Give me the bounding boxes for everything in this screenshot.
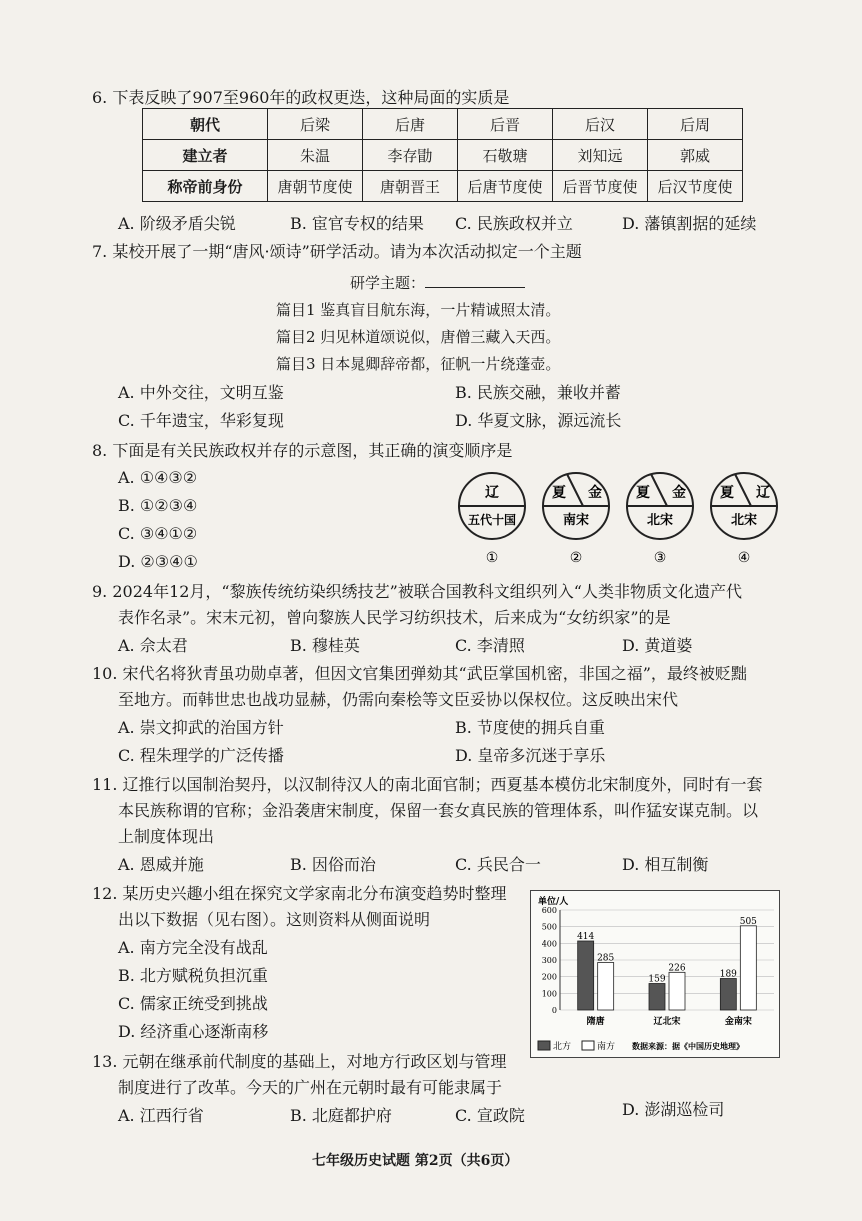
q7-stem: 7. 某校开展了一期“唐风·颂诗”研学活动。请为本次活动拟定一个主题	[92, 242, 582, 261]
q11-line1: 11. 辽推行以国制治契丹，以汉制待汉人的南北面官制；西夏基本模仿北宋制度外，同时有一套	[92, 775, 763, 794]
q11-option-b: B. 因俗而治	[290, 855, 376, 874]
chart-ytick-label: 200	[541, 972, 557, 982]
q10-option-d: D. 皇帝多沉迷于享乐	[455, 746, 606, 765]
theme-blank	[425, 273, 525, 288]
chart-data-label: 159	[648, 974, 666, 985]
circle-3-top-right: 金	[672, 485, 686, 501]
table-cell: 后唐	[363, 109, 458, 140]
q11-option-a: A. 恩威并施	[118, 855, 204, 874]
legend-swatch-north	[538, 1041, 550, 1050]
circle-2	[543, 473, 609, 566]
q9-option-c: C. 李清照	[455, 636, 525, 655]
chart-data-label: 189	[719, 969, 737, 980]
q11-option-c: C. 兵民合一	[455, 855, 541, 874]
circle-3	[627, 473, 693, 566]
chart-ytick-label: 400	[541, 939, 557, 949]
q8-option-a: A. ①④③②	[118, 468, 198, 487]
q6-option-b: B. 宦官专权的结果	[290, 214, 424, 233]
table-row	[143, 109, 743, 140]
q9-line1: 9. 2024年12月，“黎族传统纺染织绣技艺”被联合国教科文组织列入“人类非物质文化遗产代	[92, 582, 742, 601]
literati-bar-chart	[530, 890, 780, 1058]
q8-option-c: C. ③④①②	[118, 524, 198, 543]
chart-source: 数据来源：据《中国历史地理》	[632, 1041, 744, 1051]
q12-option-d: D. 经济重心逐渐南移	[118, 1022, 269, 1041]
q7-option-a: A. 中外交往，文明互鉴	[118, 383, 284, 402]
q13-option-a: A. 江西行省	[118, 1106, 204, 1125]
chart-ytick-label: 500	[541, 922, 557, 932]
regime-circles-diagram	[455, 468, 795, 568]
q12-line2: 出以下数据（见右图）。这则资料从侧面说明	[118, 910, 431, 929]
q8-option-d: D. ②③④①	[118, 552, 198, 571]
q13-line1: 13. 元朝在继承前代制度的基础上，对地方行政区划与管理	[92, 1052, 507, 1071]
q7-theme-label	[350, 272, 525, 293]
chart-ylabel: 单位/人	[538, 897, 569, 907]
q7-item-2: 篇目2 归见林道颂说似，唐僧三藏入天西。	[276, 328, 561, 346]
chart-category-label: 辽北宋	[653, 1017, 681, 1027]
table-cell: 刘知远	[553, 140, 648, 171]
table-cell: 后晋	[458, 109, 553, 140]
table-header-cell: 朝代	[143, 109, 268, 140]
page-footer: 七年级历史试题 第2页（共6页）	[312, 1153, 519, 1169]
table-header-cell: 建立者	[143, 140, 268, 171]
q13-option-d: D. 澎湖巡检司	[622, 1100, 725, 1119]
circle-4-num: ④	[737, 550, 751, 566]
q7-option-b: B. 民族交融，兼收并蓄	[455, 383, 621, 402]
q11-line3: 上制度体现出	[118, 827, 215, 846]
q6-stem: 6. 下表反映了907至960年的政权更迭，这种局面的实质是	[92, 88, 510, 107]
q12-option-c: C. 儒家正统受到挑战	[118, 994, 268, 1013]
table-cell: 郭威	[648, 140, 743, 171]
q9-line2: 表作名录”。宋末元初，曾向黎族人民学习纺织技术，后来成为“女纺织家”的是	[118, 608, 671, 627]
q6-option-d: D. 藩镇割据的延续	[622, 214, 757, 233]
q8-option-b: B. ①②③④	[118, 496, 198, 515]
q9-option-b: B. 穆桂英	[290, 636, 360, 655]
chart-ytick-label: 600	[541, 906, 557, 915]
table-cell: 后唐节度使	[458, 171, 553, 202]
table-cell: 唐朝晋王	[363, 171, 458, 202]
q13-option-c: C. 宣政院	[455, 1106, 525, 1125]
circle-4-bottom: 北宋	[730, 513, 758, 528]
circle-3-bottom: 北宋	[646, 513, 674, 528]
q10-line1: 10. 宋代名将狄青虽功勋卓著，但因文官集团弹劾其“武臣掌国机密，非国之福”，最终被贬黜	[92, 664, 747, 683]
chart-legend	[538, 1040, 744, 1052]
table-cell: 后周	[648, 109, 743, 140]
legend-label-south: 南方	[597, 1042, 616, 1052]
circle-4-top-right: 辽	[756, 485, 770, 501]
q10-option-b: B. 节度使的拥兵自重	[455, 718, 605, 737]
theme-label: 研学主题：	[350, 274, 426, 292]
q10-line2: 至地方。而韩世忠也战功显赫，仍需向秦桧等文臣妥协以保权位。这反映出宋代	[118, 690, 679, 709]
chart-bar-south	[669, 972, 685, 1010]
table-cell: 后梁	[268, 109, 363, 140]
chart-category-label: 金南宋	[724, 1017, 752, 1027]
circle-2-top-left: 夏	[552, 485, 566, 501]
q12-option-b: B. 北方赋税负担沉重	[118, 966, 268, 985]
circle-1-top: 辽	[485, 485, 499, 501]
q7-item-1: 篇目1 鉴真盲目航东海，一片精诚照太清。	[276, 301, 561, 319]
q6-option-a: A. 阶级矛盾尖锐	[118, 214, 236, 233]
q11-option-d: D. 相互制衡	[622, 855, 709, 874]
q6-option-c: C. 民族政权并立	[455, 214, 573, 233]
chart-category-label: 隋唐	[586, 1017, 605, 1027]
circle-3-top-left: 夏	[636, 485, 650, 501]
table-cell: 后汉	[553, 109, 648, 140]
table-cell: 石敬瑭	[458, 140, 553, 171]
chart-data-label: 226	[668, 963, 686, 974]
q10-option-c: C. 程朱理学的广泛传播	[118, 746, 284, 765]
q11-line2: 本民族称谓的官称；金沿袭唐宋制度，保留一套女真民族的管理体系，叫作猛安谋克制。以	[118, 801, 759, 820]
table-row	[143, 171, 743, 202]
chart-bar-south	[598, 963, 614, 1011]
table-cell: 后汉节度使	[648, 171, 743, 202]
q8-stem: 8. 下面是有关民族政权并存的示意图，其正确的演变顺序是	[92, 441, 513, 460]
table-cell: 唐朝节度使	[268, 171, 363, 202]
table-cell: 李存勖	[363, 140, 458, 171]
q10-option-a: A. 崇文抑武的治国方针	[118, 718, 284, 737]
q12-option-a: A. 南方完全没有战乱	[118, 938, 268, 957]
chart-bar-south	[740, 926, 756, 1010]
circle-2-top-right: 金	[588, 485, 602, 501]
q7-item-3: 篇目3 日本晁卿辞帝都，征帆一片绕蓬壶。	[276, 355, 561, 373]
circle-1-bottom: 五代十国	[467, 513, 517, 527]
q9-option-d: D. 黄道婆	[622, 636, 693, 655]
circle-3-num: ③	[653, 550, 667, 566]
chart-ytick-label: 100	[541, 989, 557, 999]
legend-label-north: 北方	[553, 1042, 572, 1052]
legend-swatch-south	[582, 1041, 594, 1050]
chart-bar-north	[649, 984, 665, 1011]
q13-line2: 制度进行了改革。今天的广州在元朝时最有可能隶属于	[118, 1078, 503, 1097]
circle-2-bottom: 南宋	[562, 513, 590, 528]
chart-data-label: 414	[577, 932, 595, 942]
chart-data-label: 505	[739, 916, 757, 927]
circle-4-top-left: 夏	[720, 485, 734, 501]
table-header-cell: 称帝前身份	[143, 171, 268, 202]
chart-ytick-label: 300	[541, 956, 557, 965]
circle-4	[711, 473, 777, 566]
chart-bar-north	[578, 941, 594, 1010]
q7-option-c: C. 千年遗宝，华彩复现	[118, 411, 284, 430]
q9-option-a: A. 佘太君	[118, 636, 188, 655]
chart-bar-north	[720, 979, 736, 1011]
circle-1	[459, 473, 525, 566]
table-cell: 后晋节度使	[553, 171, 648, 202]
table-cell: 朱温	[268, 140, 363, 171]
q13-option-b: B. 北庭都护府	[290, 1106, 392, 1125]
q7-option-d: D. 华夏文脉，源远流长	[455, 411, 622, 430]
chart-ytick-label: 0	[551, 1006, 557, 1015]
dynasty-table	[142, 108, 743, 202]
chart-data-label: 285	[597, 953, 615, 964]
table-row	[143, 140, 743, 171]
circle-2-num: ②	[569, 550, 583, 566]
q12-line1: 12. 某历史兴趣小组在探究文学家南北分布演变趋势时整理	[92, 884, 507, 903]
circle-1-num: ①	[485, 550, 499, 566]
